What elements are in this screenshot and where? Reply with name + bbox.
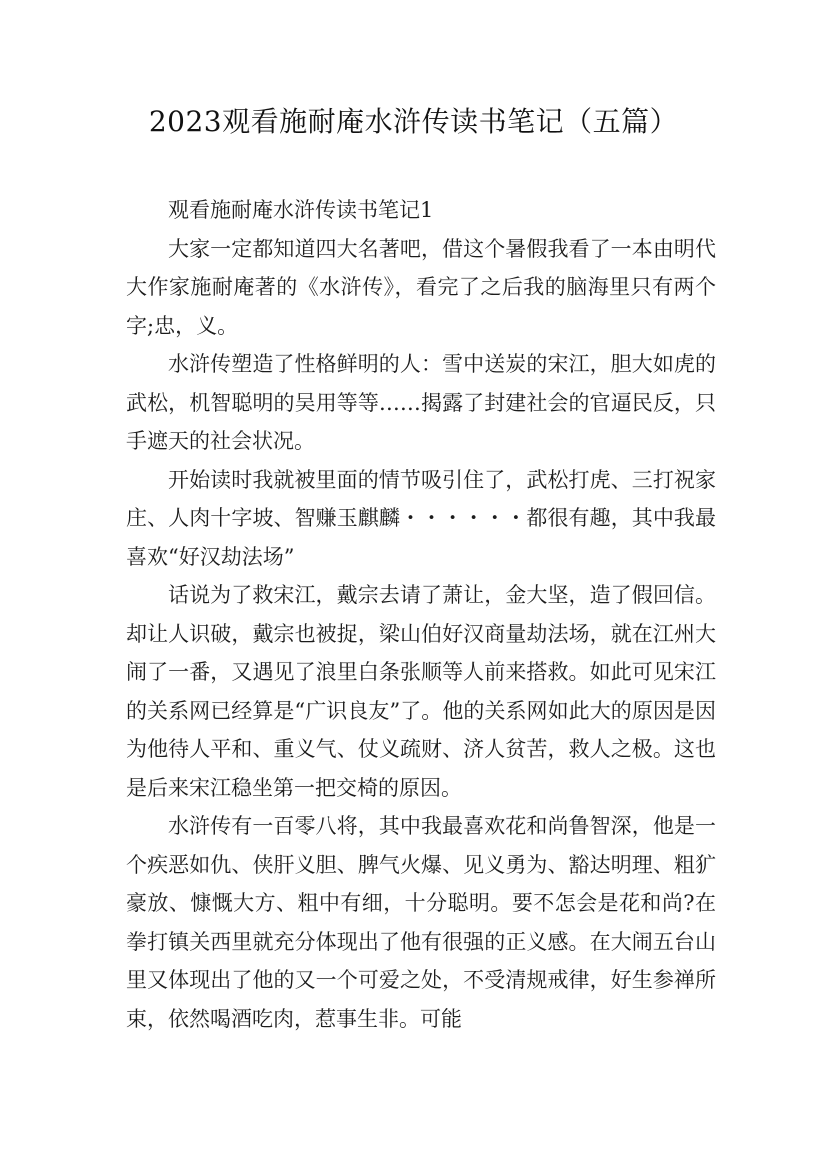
paragraph-4: 话说为了救宋江，戴宗去请了萧让，金大坚，造了假回信。却让人识破，戴宗也被捉，梁山伯好汉商量劫法场，就在江州大闹了一番，又遇见了浪里白条张顺等人前来搭救。如此可见宋江的关系网已经算是“广识良友”了。他的关系网如此大的原因是因为他待人平和、重义气、仗义疏财、济人贫苦，救人之极。这也是后来宋江稳坐第一把交椅的原因。: [126, 583, 716, 800]
paragraph-2: 水浒传塑造了性格鲜明的人：雪中送炭的宋江，胆大如虎的武松，机智聪明的吴用等等……揭露了封建社会的官逼民反，只手遮天的社会状况。: [126, 352, 716, 453]
paragraph-5: 水浒传有一百零八将，其中我最喜欢花和尚鲁智深，他是一个疾恶如仇、侠肝义胆、脾气火爆、见义勇为、豁达明理、粗犷豪放、慷慨大方、粗中有细，十分聪明。要不怎会是花和尚?在拳打镇关西里就充分体现出了他有很强的正义感。在大闹五台山里又体现出了他的又一个可爱之处，不受清规戒律，好生参禅所束，依然喝酒吃肉，惹事生非。可能: [126, 814, 716, 1031]
paragraph-1: 大家一定都知道四大名著吧，借这个暑假我看了一本由明代大作家施耐庵著的《水浒传》，看完了之后我的脑海里只有两个字;忠，义。: [126, 236, 716, 338]
document-body: [126, 191, 716, 1038]
section-heading: 观看施耐庵水浒传读书笔记1: [168, 198, 434, 222]
document-title: 2023观看施耐庵水浒传读书笔记（五篇）: [148, 105, 679, 138]
paragraph-3: 开始读时我就被里面的情节吸引住了，武松打虎、三打祝家庄、人肉十字坡、智赚玉麒麟・・・・・・都很有趣，其中我最喜欢“好汉劫法场”: [126, 467, 716, 569]
